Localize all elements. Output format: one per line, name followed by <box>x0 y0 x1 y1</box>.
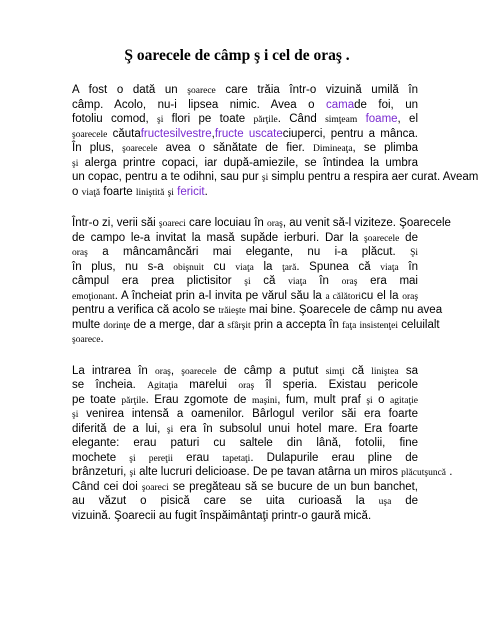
text-run: A fost o dată un <box>72 84 188 96</box>
text-run: . A încheiat prin a-l invita pe vărul său la <box>114 289 326 302</box>
text-run: mai bine. Şoarecele de câmp nu avea <box>245 304 443 316</box>
paragraph <box>72 216 451 347</box>
text-run: multe <box>72 318 104 331</box>
text-run: La intrarea în <box>72 364 156 377</box>
text-run: şi <box>72 410 79 420</box>
text-run <box>136 452 149 464</box>
text-line <box>72 364 418 379</box>
text-run: şi <box>244 277 251 287</box>
text-run: părţile <box>121 395 146 406</box>
text-run: alerga printre copaci, iar după-amiezile, se întindea la umbra <box>78 156 418 169</box>
text-run: părţile <box>253 115 278 125</box>
text-run: emoţionant <box>72 291 115 302</box>
text-run: şoarecele <box>122 144 158 154</box>
text-run: fericit <box>177 185 205 198</box>
text-line <box>72 436 418 451</box>
text-run: agitaţie <box>390 395 419 406</box>
text-run: şi <box>157 115 164 125</box>
text-run: . Spunea că <box>296 260 381 273</box>
text-line <box>72 185 418 200</box>
text-run: şi <box>129 468 136 478</box>
text-run: în <box>398 260 418 273</box>
text-run: cama <box>326 98 355 111</box>
text-run: pe toate <box>72 393 122 406</box>
text-line <box>72 332 418 347</box>
text-run: şoarece <box>187 86 216 96</box>
text-run: şi <box>129 453 136 464</box>
text-run: Dimineaţa <box>312 144 353 154</box>
text-run: , el <box>397 113 418 125</box>
text-run: ciuperci, pentru a mânca. <box>282 127 419 140</box>
text-run: cu el la <box>361 289 403 302</box>
text-run: de a merge, dar a <box>130 318 228 331</box>
text-run: . Erau zgomote de <box>145 393 252 406</box>
text-run: era în subsolul unui hotel mare. Era foarte <box>173 422 419 435</box>
text-run: , au venit să-l viziteze. Şoarecele <box>282 217 451 229</box>
text-line <box>72 378 418 393</box>
text-run: de <box>391 495 418 507</box>
text-run: era mai <box>357 275 418 287</box>
text-run: simţeam <box>325 115 358 125</box>
text-line <box>72 245 418 260</box>
text-line <box>72 303 443 318</box>
text-run: foarte <box>100 185 136 198</box>
text-run: şoarecele <box>181 366 217 377</box>
text-run <box>357 113 365 125</box>
text-run: diferită de a lui, <box>72 422 167 435</box>
text-run: obişnuit <box>173 262 204 273</box>
text-run: un copac, pentru a te odihni, sau pur <box>72 171 262 183</box>
text-line <box>72 216 451 231</box>
text-line <box>72 407 418 422</box>
text-run: . <box>204 185 208 198</box>
text-run: fructe uscate <box>214 127 283 140</box>
text-run: şoareci <box>141 482 169 493</box>
text-run: o <box>372 393 391 406</box>
text-run: oraş <box>238 381 255 391</box>
text-run: venirea intensă a oamenilor. Bârlogul verilor săi era foarte <box>78 408 418 420</box>
text-run: alte lucruri delicioase. De pe tavan atârna un miros <box>135 466 402 478</box>
text-run: celuilalt <box>398 318 440 331</box>
text-run: . Dulapurile erau pline de <box>250 451 418 464</box>
text-run: vizuină. Şoarecii au fugit înspăimântaţi printr-o gaură mică. <box>72 509 372 522</box>
text-run: care locuiau în <box>185 217 268 229</box>
text-line <box>72 318 440 333</box>
text-run: a călători <box>325 291 362 302</box>
text-run: simţi <box>325 366 345 377</box>
text-run: şi <box>72 158 79 169</box>
text-run: şi <box>366 395 373 406</box>
text-run: câmpul era prea plictisitor <box>72 275 245 287</box>
text-run: Într-o zi, verii săi <box>72 217 159 229</box>
text-run: viaţa <box>235 262 254 273</box>
text-run: Şi <box>410 248 418 258</box>
text-run: ţară <box>282 262 297 273</box>
text-run: , se plimba <box>352 142 419 154</box>
paragraph-gap <box>72 199 418 216</box>
text-run: şoarecele <box>72 129 108 140</box>
text-run: în plus, nu s-a <box>72 260 174 273</box>
text-run: o <box>72 185 82 198</box>
text-run: plăcutşuncă <box>401 468 446 478</box>
text-run: îl speria. Existau pericole <box>254 379 418 391</box>
text-run: fructesilvestre <box>140 127 212 140</box>
text-run: flori pe toate <box>163 113 254 125</box>
text-line <box>72 451 418 466</box>
text-line <box>72 156 418 171</box>
text-run: simplu pentru a respira aer curat. Aveam <box>268 171 478 183</box>
text-run: Agitaţia <box>147 381 178 391</box>
text-line <box>72 480 418 495</box>
text-run: în <box>306 275 342 287</box>
text-line <box>72 509 418 524</box>
text-line <box>72 127 418 142</box>
document-body <box>72 83 478 523</box>
paragraph <box>72 364 453 524</box>
text-run: . <box>100 333 104 345</box>
text-run: se încheia. <box>72 379 148 391</box>
text-run: căuta <box>107 127 141 140</box>
text-run: oraş <box>155 366 171 377</box>
text-run: mochete <box>72 451 130 464</box>
text-line <box>72 260 418 275</box>
text-run: şi <box>167 187 174 198</box>
text-line <box>72 141 418 156</box>
text-run: oraş <box>341 277 358 287</box>
text-run: . <box>446 466 453 478</box>
text-run: supăde ierburi <box>240 231 316 244</box>
text-line <box>72 83 418 98</box>
text-run: trăieşte <box>218 306 246 316</box>
text-run: şoareci <box>158 219 186 229</box>
text-run: că <box>344 364 372 377</box>
text-line <box>72 231 418 246</box>
text-run: pentru a verifica că acolo se <box>72 304 219 316</box>
text-run: oraş <box>402 291 419 302</box>
text-run: cu <box>203 260 236 273</box>
text-run: oraş <box>267 219 283 229</box>
text-line <box>72 465 453 480</box>
text-run: uşa <box>378 497 392 507</box>
text-run: . Dar la <box>315 231 365 244</box>
text-line <box>72 393 418 408</box>
text-run: oraş <box>72 248 88 258</box>
text-run: de <box>399 231 418 244</box>
text-run: şi <box>166 424 174 435</box>
text-run: Când cei doi <box>72 480 142 493</box>
text-run: viaţă <box>81 187 101 198</box>
text-run: dorinţe <box>103 320 131 331</box>
text-line <box>72 98 418 113</box>
text-run: erau <box>173 451 223 464</box>
text-run: insistenţei <box>359 320 399 331</box>
text-run: că <box>250 275 289 287</box>
text-run: de foi, un <box>354 98 418 111</box>
text-run: fotoliu comod, <box>72 113 158 125</box>
text-run: În plus, <box>72 142 123 154</box>
text-run: . Când <box>277 113 326 125</box>
text-run: sa <box>398 364 419 377</box>
text-line <box>72 170 478 185</box>
text-run: câmp. Acolo, nu-i lipsea nimic. Avea o <box>72 98 326 111</box>
text-run: se pregăteau să se bucure de un bun banchet, <box>168 480 418 493</box>
text-run: , <box>211 127 215 140</box>
text-run: pereţii <box>148 453 174 464</box>
text-line <box>72 422 418 437</box>
text-run: care trăia într-o vizuină umilă în <box>215 84 419 96</box>
text-run: , <box>170 364 182 377</box>
text-run: faţa <box>342 320 357 331</box>
text-run: viaţa <box>380 262 399 273</box>
text-run: liniştită <box>135 187 165 198</box>
text-run: la <box>253 260 283 273</box>
text-run: au văzut o pisică care se uita curioasă la <box>72 495 379 507</box>
text-run: a mâncamâncări mai elegante, nu i-a plăcut. <box>87 246 411 258</box>
text-run: de câmp a putut <box>216 364 326 377</box>
text-run: elegante: erau paturi cu saltele din lână, fotolii, fine <box>72 437 418 449</box>
text-line <box>72 494 418 509</box>
text-run: sfârşit <box>227 320 251 331</box>
document-title: Ş oarecele de câmp ş i cel de oraş . <box>124 47 350 64</box>
text-run: maşini <box>251 395 278 406</box>
text-run: liniştea <box>371 366 399 377</box>
text-line <box>72 274 418 289</box>
text-run: tapetaţi <box>222 453 251 464</box>
text-run: marelui <box>177 379 239 391</box>
text-run: prin a accepta în <box>250 318 343 331</box>
text-run: brânzeturi, <box>72 466 130 478</box>
text-run: foame <box>365 113 398 125</box>
paragraph-gap <box>72 347 418 364</box>
text-line <box>72 112 418 127</box>
text-run: de campo le-a invitat la masă <box>72 231 241 244</box>
text-run: avea o sănătate de fier. <box>157 142 313 154</box>
text-run: şi <box>261 173 269 183</box>
text-run: şoarece <box>72 335 101 345</box>
text-run: , fum, mult praf <box>277 393 367 406</box>
paragraph <box>72 83 478 199</box>
text-line <box>72 289 418 304</box>
text-run: şoarecele <box>364 233 400 244</box>
text-run: viaţa <box>288 277 307 287</box>
